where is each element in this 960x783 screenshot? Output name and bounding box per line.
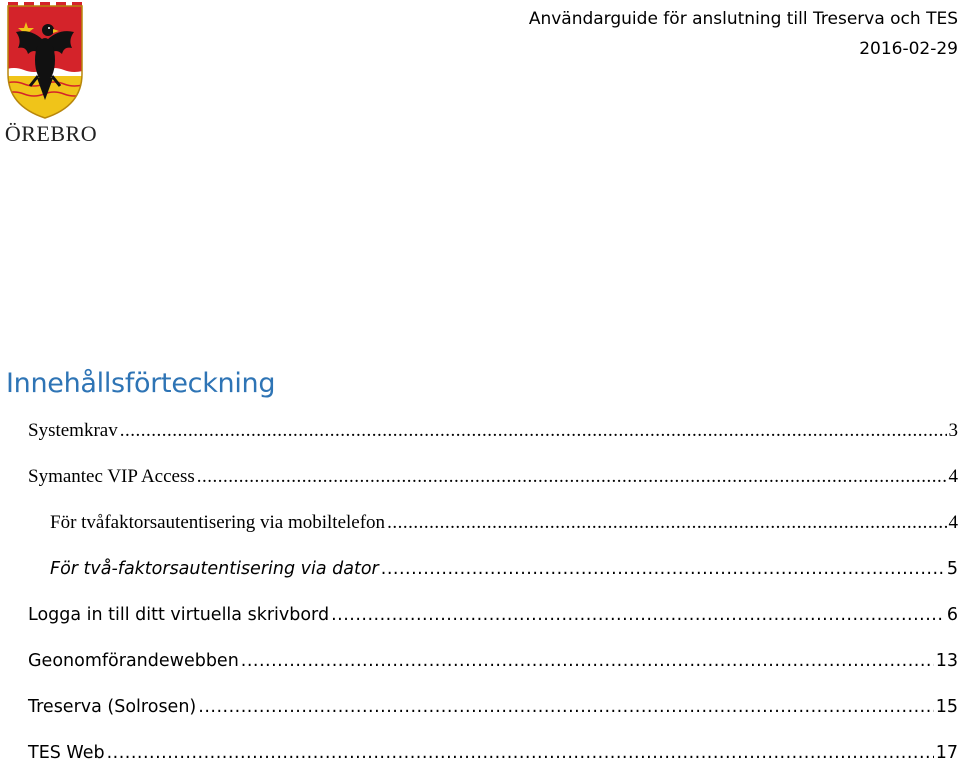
toc-leader	[387, 507, 946, 539]
toc-leader	[197, 461, 947, 493]
toc-entry-virtuella-skrivbord[interactable]	[28, 599, 958, 645]
toc-entry-page: 13	[935, 651, 958, 671]
toc-entry-symantec-vip-access[interactable]	[28, 461, 958, 507]
header-date: 2016-02-29	[859, 39, 958, 59]
toc-entry-label: För två-faktorsautentisering via dator	[50, 559, 379, 579]
toc-leader	[331, 599, 945, 631]
toc-heading: Innehållsförteckning	[6, 368, 276, 399]
toc-entry-label: Geonomförandewebben	[28, 651, 239, 671]
toc-entry-page: 15	[935, 697, 958, 717]
logo-wordmark: ÖREBRO	[4, 121, 98, 146]
toc-entry-tes-web[interactable]	[28, 737, 958, 783]
header-title: Användarguide för anslutning till Treserva och TES	[528, 9, 958, 29]
toc-leader	[198, 691, 933, 723]
toc-leader	[107, 737, 934, 769]
toc-entry-page: 4	[948, 512, 958, 533]
toc-entry-label: Systemkrav	[28, 420, 118, 441]
toc-entry-page: 4	[948, 466, 958, 487]
toc-entry-label: Logga in till ditt virtuella skrivbord	[28, 605, 330, 625]
toc-entry-dator[interactable]	[28, 553, 958, 599]
toc-entry-page: 6	[946, 605, 958, 625]
coat-of-arms-icon	[4, 2, 86, 120]
document-header	[529, 4, 958, 64]
toc-entry-label: För tvåfaktorsautentisering via mobiltelefon	[50, 512, 386, 533]
toc-entry-label: Treserva (Solrosen)	[28, 697, 197, 717]
toc-entry-geonomforandewebben[interactable]	[28, 645, 958, 691]
toc-entry-treserva[interactable]	[28, 691, 958, 737]
toc-leader	[381, 553, 945, 585]
orebro-logo	[4, 2, 98, 150]
toc-entry-page: 3	[948, 420, 958, 441]
toc-leader	[241, 645, 934, 677]
toc-entry-page: 17	[935, 743, 958, 763]
toc-entry-label: TES Web	[28, 743, 105, 763]
toc-entry-page: 5	[946, 559, 958, 579]
toc-leader	[120, 415, 947, 447]
table-of-contents	[28, 415, 958, 783]
toc-entry-mobiltelefon[interactable]	[28, 507, 958, 553]
toc-entry-systemkrav[interactable]	[28, 415, 958, 461]
toc-entry-label: Symantec VIP Access	[28, 466, 195, 487]
